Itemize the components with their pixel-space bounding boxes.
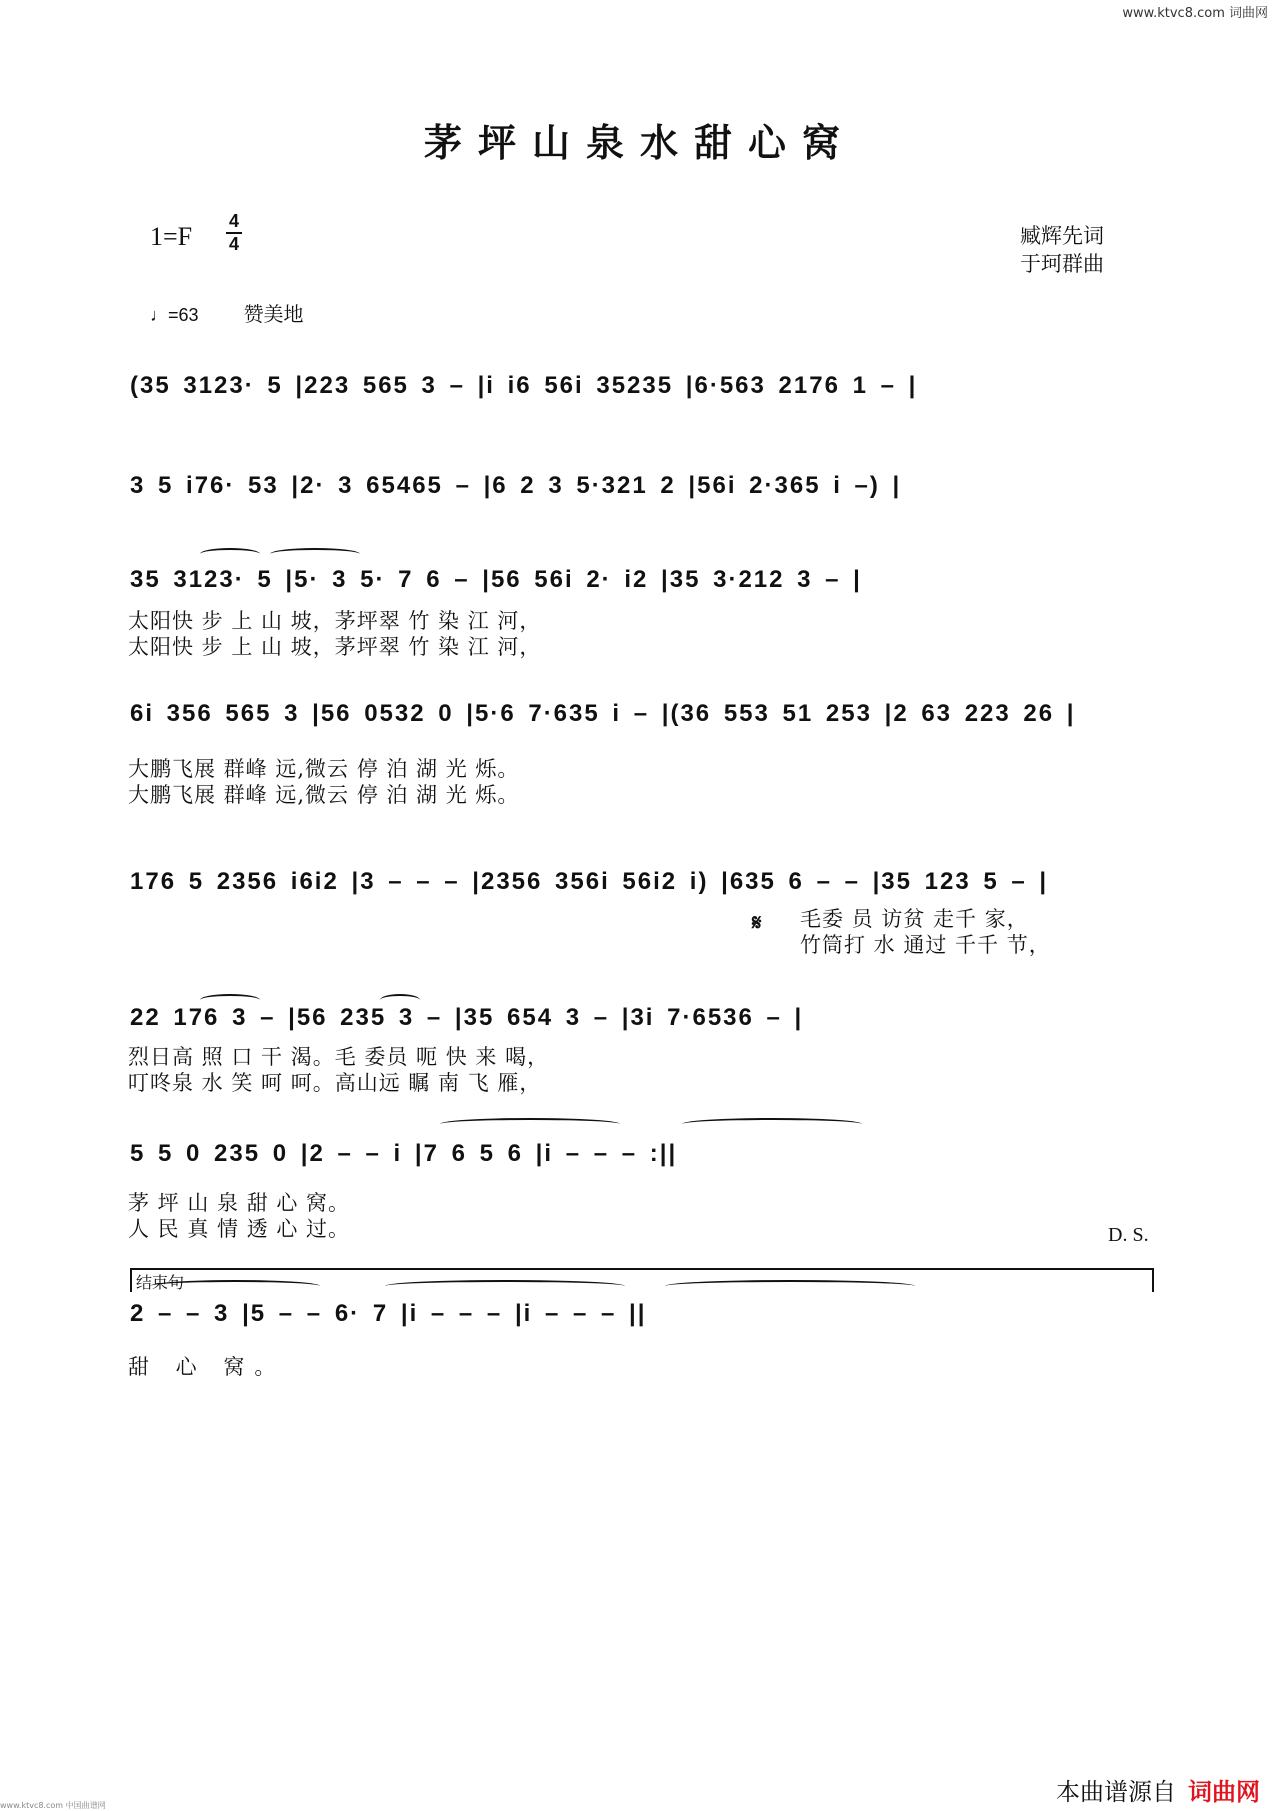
- lyrics-6-verse-2: 叮咚泉 水 笑 呵 呵。高山远 瞩 南 飞 雁，: [128, 1071, 542, 1095]
- tempo-marking: [150, 298, 304, 327]
- expression: 赞美地: [243, 302, 304, 326]
- composer: 于珂群曲: [1020, 252, 1104, 276]
- watermark: [1056, 1772, 1260, 1807]
- lyrics-4-verse-2: 大鹏飞展 群峰 远,微云 停 泊 湖 光 烁。: [128, 783, 520, 807]
- lyrics-3-verse-1: 太阳快 步 上 山 坡，茅坪翠 竹 染 江 河，: [128, 609, 542, 633]
- lyrics-4-verse-1: 大鹏飞展 群峰 远,微云 停 泊 湖 光 烁。: [128, 757, 520, 781]
- time-bottom: 4: [228, 234, 239, 254]
- lyrics-7-verse-1: 茅 坪 山 泉 甜 心 窝。: [128, 1191, 351, 1215]
- staff-line-8: 2 – – 3 |5 – – 6· 7 |i – – – |i – – – ||: [130, 1300, 647, 1327]
- lyrics-6-verse-1: 烈日高 照 口 干 渴。毛 委员 呃 快 来 喝，: [128, 1045, 550, 1069]
- staff-line-5: 176 5 2356 i6i2 |3 – – – |2356 356i 56i2 i) |635 6 – – |35 123 5 – |: [130, 868, 1049, 895]
- lyrics-3-verse-2: 太阳快 步 上 山 坡，茅坪翠 竹 染 江 河，: [128, 635, 542, 659]
- staff-line-6: 22 176 3 – |56 235 3 – |35 654 3 – |3i 7·6536 – |: [130, 1004, 804, 1031]
- ending-label: 结束句: [136, 1273, 185, 1292]
- tempo: ♩=63: [150, 305, 199, 325]
- segno-sign: 𝄋: [752, 910, 762, 936]
- key-signature: 1=F: [150, 222, 193, 251]
- staff-line-4: 6i 356 565 3 |56 0532 0 |5·6 7·635 i – |(36 553 51 253 |2 63 223 26 |: [130, 700, 1076, 727]
- staff-line-1: (35 3123· 5 |223 565 3 – |i i6 56i 35235 |6·563 2176 1 – |: [130, 372, 918, 399]
- dal-segno: D. S.: [1108, 1224, 1149, 1246]
- lyrics-8: 甜 心 窝。: [128, 1355, 286, 1379]
- lyricist: 臧辉先词: [1020, 224, 1104, 248]
- lyrics-5-verse-1: 毛委 员 访贫 走千 家，: [800, 907, 1029, 931]
- watermark-site[interactable]: 词曲网: [1188, 1778, 1260, 1806]
- lyrics-5-verse-2: 竹筒打 水 通过 千千 节，: [800, 933, 1051, 957]
- watermark-label: 本曲谱源自: [1056, 1778, 1176, 1806]
- staff-line-2: 3 5 i76· 53 |2· 3 65465 – |6 2 3 5·321 2 |56i 2·365 i –) |: [130, 472, 902, 499]
- credits: [1020, 222, 1104, 278]
- staff-line-7: 5 5 0 235 0 |2 – – i |7 6 5 6 |i – – – :||: [130, 1140, 678, 1167]
- song-title: 茅坪山泉水甜心窝: [423, 120, 856, 165]
- time-signature: [226, 212, 242, 254]
- time-top: 4: [228, 211, 239, 231]
- bottom-left-mark: www.ktvc8.com 中国曲谱网: [0, 1801, 106, 1810]
- staff-line-3: 35 3123· 5 |5· 3 5· 7 6 – |56 56i 2· i2 |35 3·212 3 – |: [130, 566, 862, 593]
- lyrics-7-verse-2: 人 民 真 情 透 心 过。: [128, 1217, 351, 1241]
- site-url-top: www.ktvc8.com 词曲网: [1122, 6, 1268, 21]
